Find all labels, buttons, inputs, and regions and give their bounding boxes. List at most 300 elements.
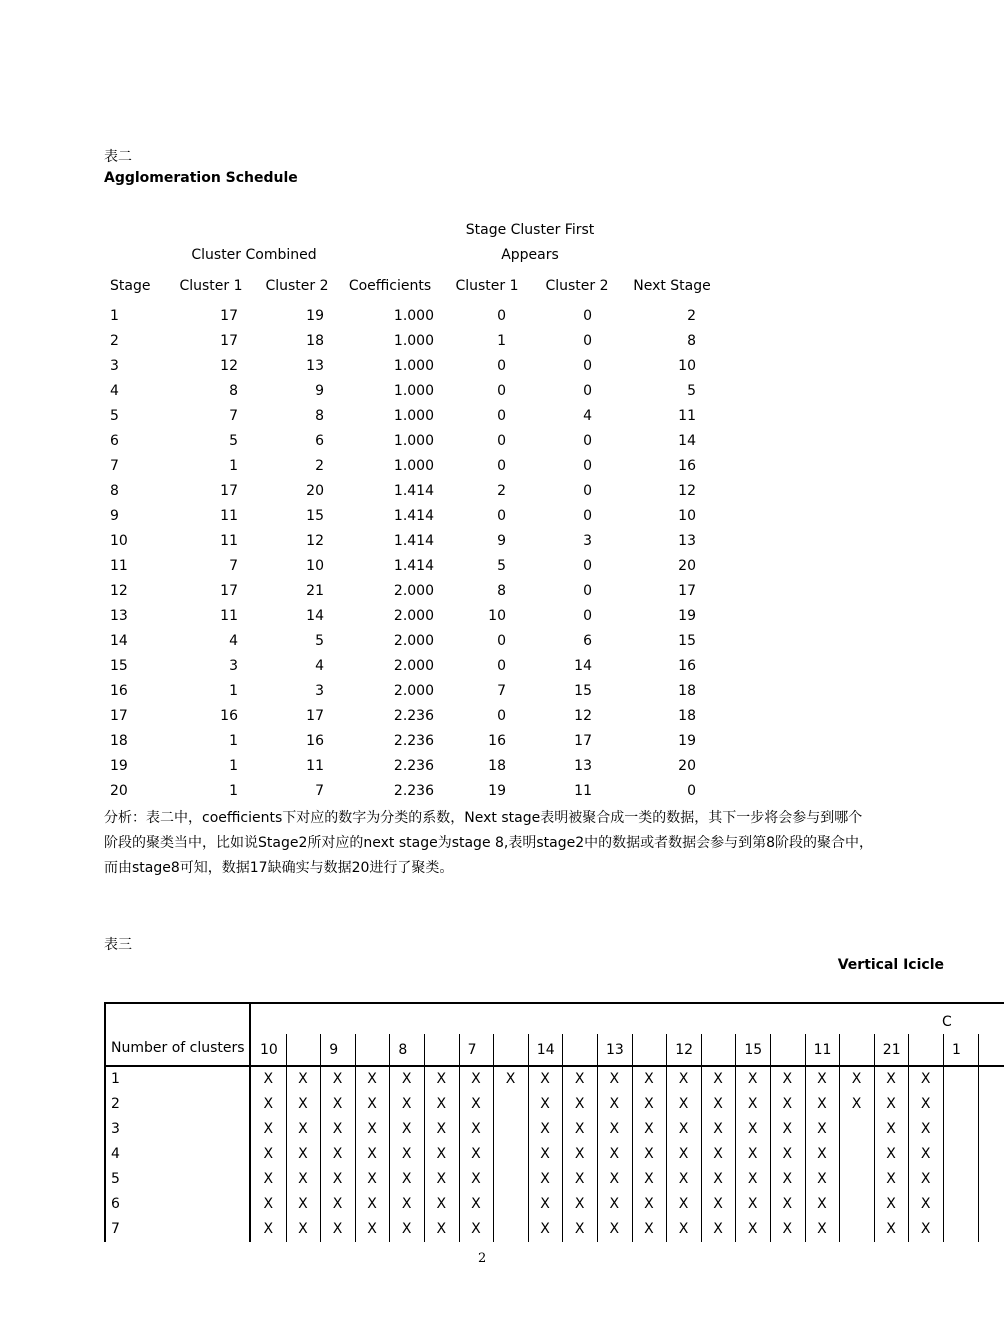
icicle-column-divider (978, 1034, 979, 1242)
table-cell: 14 (574, 658, 592, 674)
table-cell: 20 (110, 783, 128, 799)
icicle-cell-mark: X (920, 1221, 931, 1237)
icicle-cell-mark: X (886, 1146, 896, 1162)
icicle-cell-mark: X (367, 1171, 377, 1187)
table-cell: 17 (574, 733, 592, 749)
table-row (104, 704, 724, 729)
table-cell: 4 (229, 633, 238, 649)
table-cell: 5 (110, 408, 119, 424)
table-cell: 0 (497, 383, 506, 399)
icicle-cell-mark: X (713, 1121, 723, 1137)
table-cell: 0 (583, 608, 592, 624)
table3-label: 表三 (104, 937, 132, 953)
table-cell: 6 (583, 633, 592, 649)
icicle-cell-mark: X (817, 1121, 827, 1137)
table-cell: 8 (497, 583, 506, 599)
table-cell: 4 (583, 408, 592, 424)
icicle-cell-mark: X (263, 1196, 274, 1212)
icicle-cell-mark: X (540, 1221, 550, 1237)
icicle-cell-mark: X (436, 1121, 447, 1137)
icicle-cell-mark: X (401, 1221, 412, 1237)
table2-title: Agglomeration Schedule (104, 170, 298, 186)
icicle-column-divider (839, 1034, 840, 1242)
col-header-first-cluster1: Cluster 1 (455, 278, 519, 294)
table-cell: 2.000 (393, 633, 434, 649)
icicle-row-number: 4 (111, 1146, 120, 1162)
table-cell: 17 (220, 483, 238, 499)
table-cell: 1.414 (393, 533, 434, 549)
table-cell: 17 (110, 708, 128, 724)
page-number: 2 (478, 1251, 487, 1266)
table-cell: 1.000 (393, 308, 434, 324)
icicle-cell-mark: X (367, 1196, 377, 1212)
table-cell: 19 (678, 608, 696, 624)
header-group-first-appears-line1: Stage Cluster First (465, 222, 595, 238)
table-cell: 0 (583, 333, 592, 349)
icicle-cell-mark: X (471, 1171, 481, 1187)
table-row (104, 529, 724, 554)
col-header-coefficients: Coefficients (348, 278, 432, 294)
table-cell: 1.000 (393, 433, 434, 449)
table-cell: 2.000 (393, 683, 434, 699)
icicle-cell-mark: X (713, 1146, 723, 1162)
icicle-cell-mark: X (747, 1071, 758, 1087)
table-row (104, 504, 724, 529)
table-cell: 13 (110, 608, 128, 624)
table-cell: 16 (678, 458, 696, 474)
table-cell: 2.236 (393, 758, 434, 774)
table-cell: 13 (574, 758, 592, 774)
icicle-cell-mark: X (678, 1171, 689, 1187)
icicle-cell-mark: X (332, 1096, 343, 1112)
table2-label: 表二 (104, 149, 132, 165)
icicle-cell-mark: X (920, 1096, 931, 1112)
icicle-cell-mark: X (886, 1196, 896, 1212)
table-cell: 0 (497, 508, 506, 524)
icicle-cell-mark: X (817, 1071, 827, 1087)
icicle-cell-mark: X (782, 1096, 793, 1112)
icicle-case-label: 1 (952, 1042, 961, 1058)
table-cell: 19 (306, 308, 324, 324)
icicle-cell-mark: X (644, 1146, 654, 1162)
table-row (104, 754, 724, 779)
icicle-cell-mark: X (782, 1146, 793, 1162)
table-cell: 0 (497, 358, 506, 374)
icicle-cell-mark: X (644, 1171, 654, 1187)
table-cell: 16 (220, 708, 238, 724)
table-cell: 14 (110, 633, 128, 649)
icicle-cell-mark: X (540, 1171, 550, 1187)
table-row (104, 404, 724, 429)
analysis-line-1: 分析：表二中，coefficients下对应的数字为分类的系数，Next stage表明被聚合成一类的数据，其下一步将会参与到哪个 (104, 810, 863, 826)
table-cell: 3 (110, 358, 119, 374)
icicle-cell-mark: X (401, 1071, 412, 1087)
table-row (104, 304, 724, 329)
table-cell: 18 (306, 333, 324, 349)
icicle-cell-mark: X (332, 1196, 343, 1212)
icicle-cell-mark: X (886, 1221, 896, 1237)
icicle-cell-mark: X (851, 1096, 862, 1112)
icicle-cell-mark: X (471, 1071, 481, 1087)
icicle-case-label: 8 (398, 1042, 408, 1058)
table-cell: 0 (583, 508, 592, 524)
table-cell: 11 (678, 408, 696, 424)
icicle-cell-mark: X (609, 1171, 620, 1187)
col-header-first-cluster2: Cluster 2 (545, 278, 609, 294)
icicle-cell-mark: X (713, 1196, 723, 1212)
icicle-cell-mark: X (574, 1146, 585, 1162)
table-cell: 17 (220, 333, 238, 349)
icicle-case-label: 7 (467, 1042, 477, 1058)
table-cell: 16 (306, 733, 324, 749)
table3-title: Vertical Icicle (837, 957, 944, 973)
table-row (104, 604, 724, 629)
table-row (104, 354, 724, 379)
table-cell: 18 (488, 758, 506, 774)
icicle-row-number: 6 (111, 1196, 120, 1212)
table-cell: 12 (306, 533, 324, 549)
icicle-cell-mark: X (436, 1096, 447, 1112)
icicle-cell-mark: X (678, 1096, 689, 1112)
icicle-cell-mark: X (920, 1146, 931, 1162)
icicle-cell-mark: X (367, 1146, 377, 1162)
icicle-cell-mark: X (609, 1221, 620, 1237)
icicle-row-number: 3 (111, 1121, 120, 1137)
table-cell: 8 (315, 408, 324, 424)
icicle-cell-mark: X (540, 1071, 550, 1087)
icicle-cell-mark: X (782, 1196, 793, 1212)
table-cell: 2 (497, 483, 506, 499)
icicle-cell-mark: X (609, 1121, 620, 1137)
table-cell: 1.000 (393, 333, 434, 349)
icicle-cell-mark: X (298, 1121, 308, 1137)
table-cell: 1 (110, 308, 119, 324)
table-cell: 14 (678, 433, 696, 449)
table-row (104, 654, 724, 679)
table-cell: 19 (678, 733, 696, 749)
table-cell: 2.000 (393, 608, 434, 624)
icicle-cell-mark: X (436, 1196, 447, 1212)
table-cell: 2.000 (393, 658, 434, 674)
icicle-row-number: 2 (111, 1096, 120, 1112)
table-cell: 1.000 (393, 408, 434, 424)
table-cell: 11 (220, 533, 238, 549)
icicle-cell-mark: X (574, 1221, 585, 1237)
icicle-cell-mark: X (298, 1096, 308, 1112)
table-cell: 1.414 (393, 558, 434, 574)
table-cell: 9 (315, 383, 324, 399)
icicle-cell-mark: X (263, 1221, 274, 1237)
table-cell: 5 (229, 433, 238, 449)
icicle-cell-mark: X (886, 1071, 896, 1087)
icicle-case-label: 21 (882, 1042, 901, 1058)
table-cell: 15 (574, 683, 592, 699)
table-row (104, 479, 724, 504)
table-cell: 18 (678, 708, 696, 724)
icicle-cell-mark: X (609, 1146, 620, 1162)
icicle-cell-mark: X (263, 1171, 274, 1187)
table-cell: 20 (306, 483, 324, 499)
icicle-row-number: 1 (111, 1071, 120, 1087)
icicle-cell-mark: X (367, 1071, 377, 1087)
icicle-cell-mark: X (298, 1171, 308, 1187)
icicle-cell-mark: X (644, 1221, 654, 1237)
icicle-cell-mark: X (471, 1096, 481, 1112)
table-cell: 21 (306, 583, 324, 599)
icicle-cell-mark: X (851, 1071, 862, 1087)
table-cell: 0 (583, 383, 592, 399)
table-cell: 10 (306, 558, 324, 574)
table-cell: 9 (110, 508, 119, 524)
table-cell: 12 (678, 483, 696, 499)
icicle-cell-mark: X (436, 1146, 447, 1162)
table-cell: 17 (678, 583, 696, 599)
icicle-cell-mark: X (332, 1071, 343, 1087)
icicle-cell-mark: X (747, 1146, 758, 1162)
icicle-case-label: 10 (260, 1042, 278, 1058)
icicle-cell-mark: X (747, 1096, 758, 1112)
icicle-cell-mark: X (401, 1171, 412, 1187)
icicle-cell-mark: X (436, 1171, 447, 1187)
table-row (104, 379, 724, 404)
table-cell: 11 (220, 608, 238, 624)
table-cell: 2 (687, 308, 696, 324)
table-cell: 7 (315, 783, 324, 799)
icicle-cell-mark: X (574, 1121, 585, 1137)
icicle-row-number: 5 (111, 1171, 120, 1187)
icicle-cell-mark: X (644, 1121, 654, 1137)
icicle-cell-mark: X (505, 1071, 516, 1087)
col-header-next-stage: Next Stage (633, 278, 711, 294)
table-cell: 12 (574, 708, 592, 724)
icicle-cell-mark: X (298, 1071, 308, 1087)
table-cell: 4 (110, 383, 119, 399)
icicle-cell-mark: X (263, 1146, 274, 1162)
table-cell: 5 (687, 383, 696, 399)
icicle-cell-mark: X (609, 1096, 620, 1112)
icicle-cell-mark: X (920, 1196, 931, 1212)
table-cell: 1 (229, 758, 238, 774)
icicle-cell-mark: X (713, 1096, 723, 1112)
table-cell: 0 (497, 708, 506, 724)
table-cell: 15 (678, 633, 696, 649)
icicle-cell-mark: X (678, 1196, 689, 1212)
table-cell: 10 (678, 358, 696, 374)
table-cell: 6 (110, 433, 119, 449)
table-row (104, 329, 724, 354)
icicle-row-number: 7 (111, 1221, 120, 1237)
icicle-case-label: 13 (606, 1042, 624, 1058)
table-row (104, 579, 724, 604)
icicle-cell-mark: X (817, 1096, 827, 1112)
icicle-cell-mark: X (298, 1146, 308, 1162)
icicle-cell-mark: X (782, 1171, 793, 1187)
icicle-cell-mark: X (817, 1221, 827, 1237)
analysis-line-2: 阶段的聚类当中，比如说Stage2所对应的next stage为stage 8,表明stage2中的数据或者数据会参与到第8阶段的聚合中， (104, 835, 874, 851)
icicle-cell-mark: X (574, 1171, 585, 1187)
icicle-cell-mark: X (817, 1196, 827, 1212)
table-cell: 0 (497, 433, 506, 449)
table-cell: 17 (220, 308, 238, 324)
table-row (104, 554, 724, 579)
icicle-cell-mark: X (540, 1096, 550, 1112)
icicle-cell-mark: X (920, 1171, 931, 1187)
icicle-cell-mark: X (540, 1121, 550, 1137)
schedule-rows (104, 304, 724, 804)
icicle-cell-mark: X (540, 1196, 550, 1212)
icicle-cell-mark: X (471, 1221, 481, 1237)
table-cell: 6 (315, 433, 324, 449)
icicle-cell-mark: X (678, 1121, 689, 1137)
table-cell: 18 (110, 733, 128, 749)
table-row (104, 779, 724, 804)
table-cell: 15 (110, 658, 128, 674)
table-row (104, 729, 724, 754)
icicle-cell-mark: X (644, 1096, 654, 1112)
row-header-number-of-clusters: Number of clusters (111, 1040, 245, 1056)
icicle-cell-mark: X (367, 1121, 377, 1137)
table-cell: 1 (497, 333, 506, 349)
icicle-cell-mark: X (263, 1121, 274, 1137)
table-cell: 11 (574, 783, 592, 799)
table-cell: 1.414 (393, 483, 434, 499)
icicle-cell-mark: X (886, 1171, 896, 1187)
icicle-cell-mark: X (332, 1221, 343, 1237)
table-cell: 13 (678, 533, 696, 549)
icicle-column-divider (943, 1034, 944, 1242)
table-cell: 10 (678, 508, 696, 524)
table-cell: 11 (110, 558, 128, 574)
icicle-case-label: 15 (744, 1042, 763, 1058)
icicle-cell-mark: X (782, 1121, 793, 1137)
icicle-cell-mark: X (644, 1196, 654, 1212)
table-cell: 17 (306, 708, 324, 724)
table-cell: 8 (229, 383, 238, 399)
table-cell: 5 (315, 633, 324, 649)
table-cell: 2 (110, 333, 119, 349)
icicle-cell-mark: X (817, 1146, 827, 1162)
icicle-case-label: 14 (536, 1042, 555, 1058)
icicle-cell-mark: X (747, 1171, 758, 1187)
icicle-cell-mark: X (540, 1146, 550, 1162)
icicle-column-divider (493, 1034, 494, 1242)
table-cell: 9 (497, 533, 506, 549)
icicle-case-label: 12 (675, 1042, 694, 1058)
table-cell: 3 (583, 533, 592, 549)
table-cell: 1.000 (393, 458, 434, 474)
table-cell: 4 (315, 658, 324, 674)
table-row (104, 429, 724, 454)
icicle-cell-mark: X (678, 1146, 689, 1162)
col-header-cluster2: Cluster 2 (265, 278, 329, 294)
table-cell: 0 (497, 633, 506, 649)
table-cell: 10 (110, 533, 128, 549)
icicle-cell-mark: X (263, 1096, 274, 1112)
table-cell: 3 (315, 683, 324, 699)
table-cell: 1 (229, 733, 238, 749)
icicle-cell-mark: X (471, 1196, 481, 1212)
col-header-cluster1: Cluster 1 (179, 278, 243, 294)
icicle-case-label: 11 (813, 1042, 832, 1058)
icicle-cell-mark: X (747, 1196, 758, 1212)
table-cell: 0 (497, 408, 506, 424)
icicle-cell-mark: X (471, 1121, 481, 1137)
icicle-cell-mark: X (886, 1121, 896, 1137)
icicle-cell-mark: X (713, 1071, 723, 1087)
icicle-cell-mark: X (678, 1221, 689, 1237)
table-cell: 2 (315, 458, 324, 474)
analysis-line-3: 而由stage8可知，数据17缺确实与数据20进行了聚类。 (104, 860, 454, 876)
table-cell: 20 (678, 758, 696, 774)
icicle-cell-mark: X (782, 1221, 793, 1237)
table-cell: 16 (488, 733, 506, 749)
table-cell: 1 (229, 458, 238, 474)
table-cell: 0 (497, 458, 506, 474)
icicle-cell-mark: X (609, 1196, 620, 1212)
table-cell: 1.414 (393, 508, 434, 524)
icicle-cell-mark: X (817, 1171, 827, 1187)
table-cell: 15 (306, 508, 324, 524)
table-cell: 0 (583, 308, 592, 324)
table-cell: 0 (497, 658, 506, 674)
icicle-cell-mark: X (436, 1071, 447, 1087)
icicle-cell-mark: X (401, 1196, 412, 1212)
table-cell: 0 (583, 458, 592, 474)
icicle-cell-mark: X (471, 1146, 481, 1162)
table-cell: 1.000 (393, 358, 434, 374)
icicle-cell-mark: X (713, 1171, 723, 1187)
header-group-first-appears-line2: Appears (501, 247, 559, 263)
table-cell: 13 (306, 358, 324, 374)
table-cell: 16 (678, 658, 696, 674)
icicle-cell-mark: X (401, 1121, 412, 1137)
icicle-cell-mark: X (574, 1071, 585, 1087)
table-cell: 2.236 (393, 783, 434, 799)
table-cell: 2.000 (393, 583, 434, 599)
icicle-cell-mark: X (713, 1221, 723, 1237)
table-cell: 7 (229, 558, 238, 574)
table-cell: 2.236 (393, 708, 434, 724)
table-cell: 12 (110, 583, 128, 599)
icicle-cell-mark: X (678, 1071, 689, 1087)
agglomeration-schedule-table (104, 218, 724, 804)
icicle-cell-mark: X (574, 1096, 585, 1112)
table-cell: 7 (229, 408, 238, 424)
table-row (104, 679, 724, 704)
table-cell: 0 (497, 308, 506, 324)
case-header-partial: C (942, 1014, 952, 1030)
table-cell: 3 (229, 658, 238, 674)
table-row (104, 454, 724, 479)
icicle-cell-mark: X (920, 1121, 931, 1137)
table-cell: 8 (687, 333, 696, 349)
table-cell: 0 (583, 433, 592, 449)
table-cell: 0 (583, 558, 592, 574)
table-cell: 11 (220, 508, 238, 524)
table-cell: 17 (220, 583, 238, 599)
table-cell: 0 (583, 358, 592, 374)
icicle-cell-mark: X (332, 1171, 343, 1187)
table-cell: 7 (110, 458, 119, 474)
icicle-case-label: 9 (329, 1042, 339, 1058)
icicle-cell-mark: X (574, 1196, 585, 1212)
icicle-cell-mark: X (886, 1096, 896, 1112)
table-cell: 2.236 (393, 733, 434, 749)
table-cell: 1 (229, 783, 238, 799)
icicle-cell-mark: X (263, 1071, 274, 1087)
icicle-cell-mark: X (401, 1146, 412, 1162)
table-cell: 19 (110, 758, 128, 774)
